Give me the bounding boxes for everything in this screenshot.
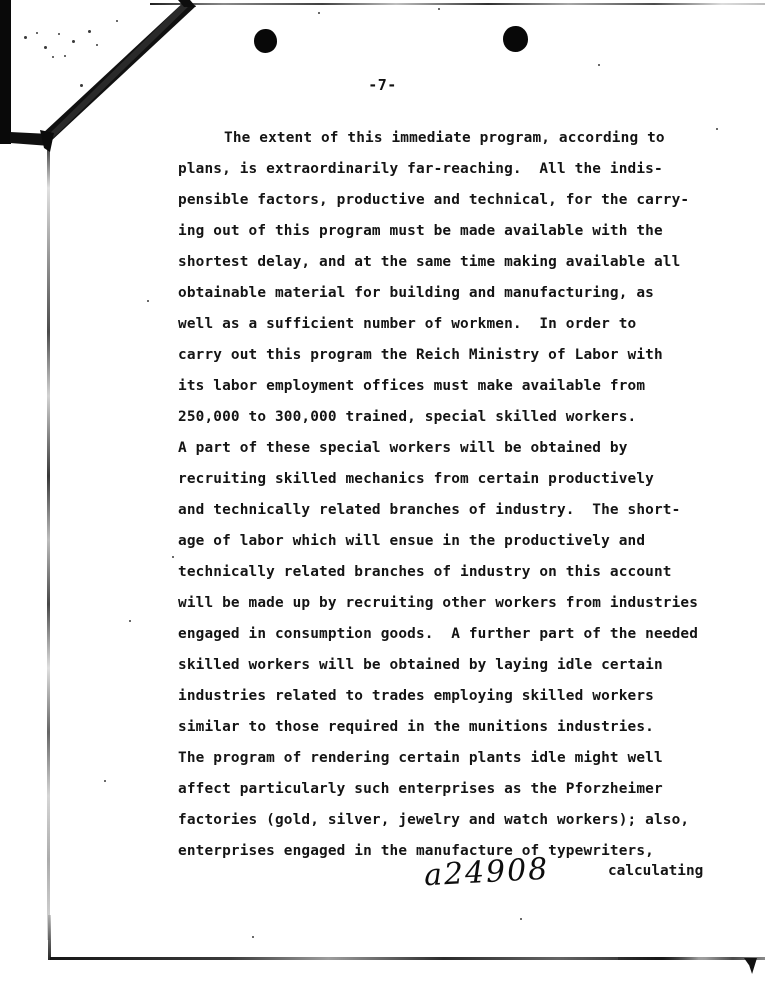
dust-speck: [64, 55, 66, 57]
dust-speck: [36, 32, 38, 34]
dust-speck: [44, 46, 47, 49]
dust-speck: [318, 12, 320, 14]
dust-speck: [96, 44, 98, 46]
document-body-text: [178, 123, 758, 867]
text-line: recruiting skilled mechanics from certain productively: [178, 471, 654, 487]
scan-bottom-right-edge-line: [618, 957, 765, 960]
text-line: technically related branches of industry on this account: [178, 564, 672, 580]
text-line: age of labor which will ensue in the productively and: [178, 533, 646, 549]
text-line: A part of these special workers will be obtained by: [178, 440, 628, 456]
text-line: skilled workers will be obtained by laying idle certain: [178, 657, 663, 673]
dust-speck: [58, 33, 60, 35]
scan-left-black-band: [0, 0, 11, 144]
dust-speck: [598, 64, 600, 66]
dust-speck: [72, 40, 75, 43]
dust-speck: [520, 918, 522, 920]
text-line: well as a sufficient number of workmen. In order to: [178, 316, 637, 332]
text-line: The program of rendering certain plants idle might well: [178, 750, 663, 766]
punch-hole: [503, 26, 528, 52]
dust-speck: [147, 300, 149, 302]
scan-left-edge-line: [47, 140, 50, 940]
dust-speck: [129, 620, 131, 622]
scan-top-edge-line: [150, 3, 765, 5]
text-line: shortest delay, and at the same time making available all: [178, 254, 681, 270]
trailing-word: calculating: [608, 863, 704, 879]
text-line: affect particularly such enterprises as the Pforzheimer: [178, 781, 663, 797]
handwritten-archive-number: a24908: [423, 851, 551, 894]
text-line: carry out this program the Reich Ministry of Labor with: [178, 347, 663, 363]
scan-bottom-right-corner-mark: [744, 958, 757, 974]
text-line: industries related to trades employing skilled workers: [178, 688, 654, 704]
dust-speck: [116, 20, 118, 22]
dust-speck: [88, 30, 91, 33]
dust-speck: [52, 56, 54, 58]
text-line: its labor employment offices must make available from: [178, 378, 646, 394]
final-line-row: [178, 853, 758, 893]
text-line: engaged in consumption goods. A further part of the needed: [178, 626, 699, 642]
text-line: 250,000 to 300,000 trained, special skilled workers.: [178, 409, 637, 425]
text-line: plans, is extraordinarily far-reaching. All the indis-: [178, 161, 663, 177]
scan-bottom-left-edge-stub: [48, 915, 51, 960]
punch-hole: [254, 29, 277, 53]
dust-speck: [24, 36, 27, 39]
text-line: ing out of this program must be made available with the: [178, 223, 663, 239]
text-line: factories (gold, silver, jewelry and watch workers); also,: [178, 812, 690, 828]
text-line: The extent of this immediate program, according to: [224, 130, 665, 146]
text-line: pensible factors, productive and technical, for the carry-: [178, 192, 690, 208]
page-number: -7-: [368, 76, 397, 94]
text-line: similar to those required in the munitions industries.: [178, 719, 654, 735]
dust-speck: [438, 8, 440, 10]
dust-speck: [172, 556, 174, 558]
text-line: will be made up by recruiting other workers from industries: [178, 595, 699, 611]
text-line: and technically related branches of industry. The short-: [178, 502, 681, 518]
text-line: enterprises engaged in the manufacture of typewriters,: [178, 843, 654, 859]
dust-speck: [104, 780, 106, 782]
text-line: obtainable material for building and manufacturing, as: [178, 285, 654, 301]
dust-speck: [252, 936, 254, 938]
